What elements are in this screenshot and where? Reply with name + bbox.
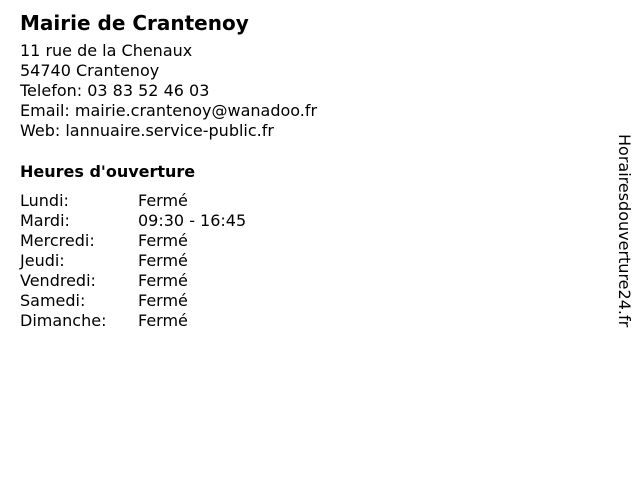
hours-row-sunday: [20, 311, 580, 331]
address-street: 11 rue de la Chenaux: [20, 41, 193, 60]
day-label: Mardi:: [20, 211, 70, 230]
day-hours: Fermé: [138, 251, 188, 270]
office-card: [20, 9, 580, 331]
day-label: Samedi:: [20, 291, 86, 310]
day-label: Jeudi:: [20, 251, 65, 270]
email-text: Email: mairie.crantenoy@wanadoo.fr: [20, 101, 318, 120]
page-title: Mairie de Crantenoy: [20, 11, 249, 35]
day-hours: Fermé: [138, 231, 188, 250]
hours-row-tuesday: [20, 211, 580, 231]
day-hours: 09:30 - 16:45: [138, 211, 247, 230]
address-postal-city: 54740 Crantenoy: [20, 61, 160, 80]
day-label: Vendredi:: [20, 271, 96, 290]
day-hours: Fermé: [138, 191, 188, 210]
hours-row-wednesday: [20, 231, 580, 251]
day-label: Mercredi:: [20, 231, 95, 250]
day-label: Lundi:: [20, 191, 69, 210]
site-watermark: Horairesdouverture24.fr: [615, 134, 634, 328]
day-hours: Fermé: [138, 311, 188, 330]
hours-row-saturday: [20, 291, 580, 311]
opening-hours-heading: Heures d'ouverture: [20, 162, 196, 181]
hours-row-friday: [20, 271, 580, 291]
phone-text: Telefon: 03 83 52 46 03: [20, 81, 210, 100]
day-hours: Fermé: [138, 271, 188, 290]
day-label: Dimanche:: [20, 311, 107, 330]
hours-row-monday: [20, 191, 580, 211]
hours-row-thursday: [20, 251, 580, 271]
web-text: Web: lannuaire.service-public.fr: [20, 121, 274, 140]
opening-hours-list: [20, 191, 580, 331]
day-hours: Fermé: [138, 291, 188, 310]
